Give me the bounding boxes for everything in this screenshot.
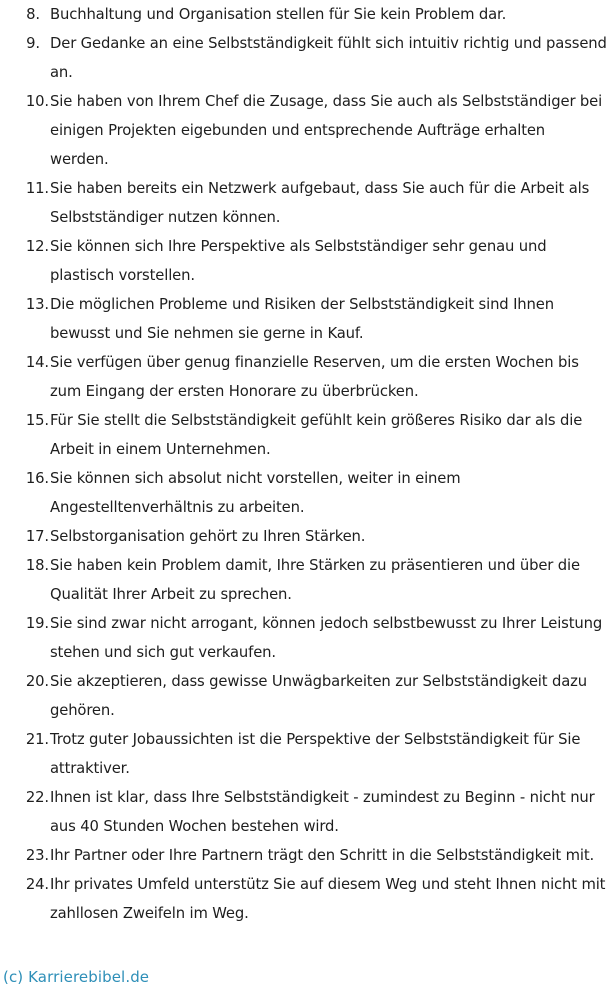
- list-item: [0, 870, 613, 928]
- item-text: Ihr Partner oder Ihre Partnern trägt den Schritt in die Selbstständigkeit mit.: [50, 847, 595, 864]
- list-item: [0, 609, 613, 667]
- item-text: Sie können sich absolut nicht vorstellen, weiter in einem Angestelltenverhältnis zu arbeiten.: [50, 470, 461, 516]
- list-item: [0, 783, 613, 841]
- item-number: 9.: [26, 35, 40, 52]
- item-text: Die möglichen Probleme und Risiken der Selbstständigkeit sind Ihnen bewusst und Sie nehmen sie gerne in Kauf.: [50, 296, 554, 342]
- item-text: Für Sie stellt die Selbstständigkeit gefühlt kein größeres Risiko dar als die Arbeit in einem Unternehmen.: [50, 412, 583, 458]
- item-text: Der Gedanke an eine Selbstständigkeit fühlt sich intuitiv richtig und passend an.: [50, 35, 607, 81]
- item-number: 18.: [25, 557, 49, 574]
- item-number: 24.: [25, 876, 49, 893]
- item-number: 21.: [25, 731, 49, 748]
- list-item: [0, 348, 613, 406]
- item-text: Selbstorganisation gehört zu Ihren Stärken.: [50, 528, 366, 545]
- list-item: [0, 0, 613, 29]
- item-text: Trotz guter Jobaussichten ist die Perspektive der Selbstständigkeit für Sie attraktiver.: [50, 731, 581, 777]
- list-item: [0, 87, 613, 174]
- item-text: Sie sind zwar nicht arrogant, können jedoch selbstbewusst zu Ihrer Leistung stehen und sich gut verkaufen.: [50, 615, 603, 661]
- list-item: [0, 464, 613, 522]
- list-item: [0, 290, 613, 348]
- item-number: 10.: [25, 93, 49, 110]
- list-item: [0, 551, 613, 609]
- item-text: Buchhaltung und Organisation stellen für Sie kein Problem dar.: [50, 6, 507, 23]
- item-number: 19.: [25, 615, 49, 632]
- list-item: [0, 841, 613, 870]
- item-number: 13.: [25, 296, 49, 313]
- list-item: [0, 232, 613, 290]
- list-item: [0, 725, 613, 783]
- list-item: [0, 406, 613, 464]
- item-number: 20.: [25, 673, 49, 690]
- item-text: Sie können sich Ihre Perspektive als Selbstständiger sehr genau und plastisch vorstellen.: [50, 238, 547, 284]
- item-number: 16.: [25, 470, 49, 487]
- item-number: 8.: [26, 6, 40, 23]
- item-number: 17.: [25, 528, 49, 545]
- item-number: 23.: [25, 847, 49, 864]
- item-text: Sie haben kein Problem damit, Ihre Stärken zu präsentieren und über die Qualität Ihrer Arbeit zu sprechen.: [50, 557, 580, 603]
- item-text: Sie haben bereits ein Netzwerk aufgebaut, dass Sie auch für die Arbeit als Selbstständiger nutzen können.: [50, 180, 590, 226]
- list-item: [0, 522, 613, 551]
- list-item: [0, 29, 613, 87]
- list-item: [0, 667, 613, 725]
- item-number: 11.: [25, 180, 49, 197]
- item-text: Ihnen ist klar, dass Ihre Selbstständigkeit - zumindest zu Beginn - nicht nur aus 40 Stunden Wochen bestehen wird.: [50, 789, 595, 835]
- item-text: Ihr privates Umfeld unterstütz Sie auf diesem Weg und steht Ihnen nicht mit zahllosen Zweifeln im Weg.: [50, 876, 606, 922]
- item-number: 22.: [25, 789, 49, 806]
- item-number: 14.: [25, 354, 49, 371]
- item-text: Sie verfügen über genug finanzielle Reserven, um die ersten Wochen bis zum Eingang der ersten Honorare zu überbrücken.: [50, 354, 579, 400]
- item-text: Sie akzeptieren, dass gewisse Unwägbarkeiten zur Selbstständigkeit dazu gehören.: [50, 673, 587, 719]
- list-item: [0, 174, 613, 232]
- item-number: 15.: [25, 412, 49, 429]
- item-text: Sie haben von Ihrem Chef die Zusage, dass Sie auch als Selbstständiger bei einigen Projekten eigebunden und entsprechende Aufträge erhalten werden.: [50, 93, 603, 168]
- copyright-credit: (c) Karrierebibel.de: [3, 968, 150, 986]
- item-number: 12.: [25, 238, 49, 255]
